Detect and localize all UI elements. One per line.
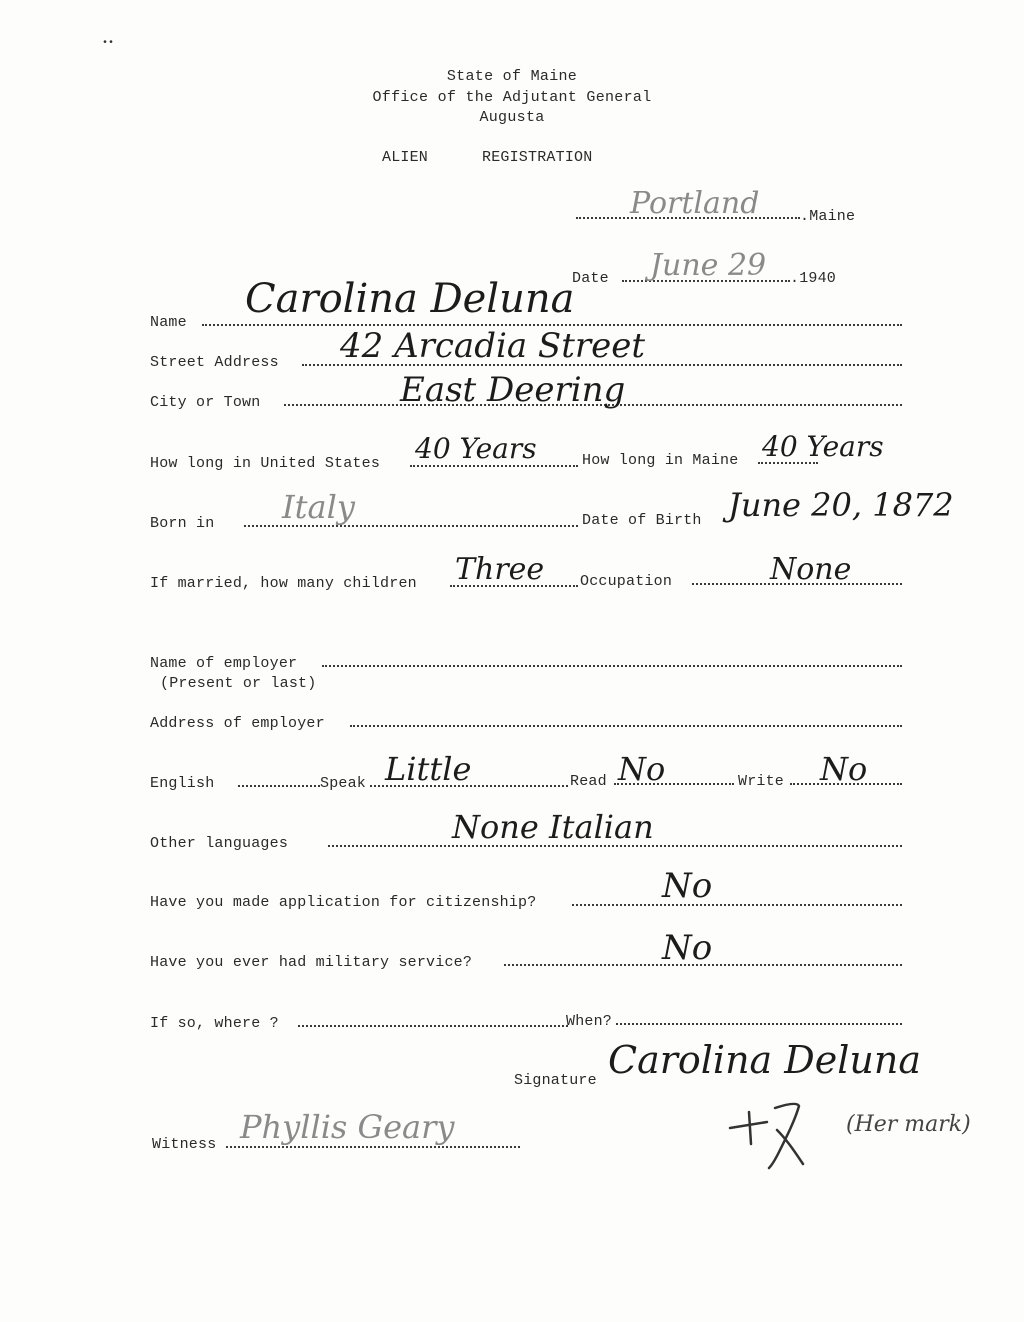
english-label: English — [150, 775, 215, 792]
citizenship-label: Have you made application for citizenship? — [150, 894, 537, 911]
military-label: Have you ever had military service? — [150, 954, 473, 971]
name-value: Carolina Deluna — [245, 276, 575, 322]
corner-mark: •• — [102, 38, 115, 49]
other-languages-label: Other languages — [150, 835, 289, 852]
english-dots — [238, 785, 320, 787]
form-title-registration: REGISTRATION — [482, 149, 593, 166]
signature-label: Signature — [514, 1072, 597, 1089]
dob-label: Date of Birth — [582, 512, 702, 529]
occupation-value: None — [770, 552, 852, 587]
header-city: Augusta — [479, 109, 545, 126]
header-state: State of Maine — [446, 68, 578, 85]
employer-address-dots — [350, 725, 902, 727]
how-long-maine-label: How long in Maine — [582, 452, 739, 469]
place-state-label: .Maine — [800, 208, 856, 225]
date-label: Date — [572, 270, 609, 287]
speak-value: Little — [385, 750, 472, 788]
when-dots — [616, 1023, 902, 1025]
other-languages-value: None Italian — [452, 808, 654, 846]
city-label: City or Town — [150, 394, 261, 411]
where-dots — [298, 1025, 568, 1027]
read-label: Read — [570, 773, 607, 790]
military-value: No — [662, 928, 713, 968]
city-value: East Deering — [400, 370, 626, 410]
place-value: Portland — [630, 186, 760, 221]
citizenship-dots — [572, 904, 902, 906]
write-label: Write — [738, 773, 785, 790]
speak-label: Speak — [320, 775, 367, 792]
street-value: 42 Arcadia Street — [340, 326, 646, 366]
when-label: When? — [566, 1013, 613, 1030]
citizenship-value: No — [662, 866, 713, 906]
children-value: Three — [455, 552, 545, 587]
how-long-maine-value: 40 Years — [762, 430, 884, 463]
name-label: Name — [150, 314, 187, 331]
date-value: June 29 — [650, 248, 767, 283]
occupation-label: Occupation — [580, 573, 673, 590]
employer-label: Name of employer — [150, 655, 298, 672]
employer-address-label: Address of employer — [150, 715, 325, 732]
header-office: Office of the Adjutant General — [372, 89, 652, 106]
where-label: If so, where ? — [150, 1015, 279, 1032]
write-value: No — [820, 750, 868, 788]
employer-sub-label: (Present or last) — [160, 675, 317, 692]
her-mark-note: (Her mark) — [846, 1112, 971, 1137]
signature-value: Carolina Deluna — [608, 1038, 921, 1082]
her-mark-cross — [725, 1100, 805, 1170]
employer-dots — [322, 665, 902, 667]
dob-value: June 20, 1872 — [728, 486, 954, 524]
born-in-value: Italy — [282, 488, 355, 526]
witness-value: Phyllis Geary — [240, 1108, 455, 1146]
witness-dots — [226, 1146, 520, 1148]
witness-label: Witness — [152, 1136, 217, 1153]
how-long-us-value: 40 Years — [415, 432, 537, 465]
date-year: .1940 — [790, 270, 837, 287]
how-long-us-dots — [410, 465, 578, 467]
read-value: No — [618, 750, 666, 788]
born-in-label: Born in — [150, 515, 215, 532]
form-title-alien: ALIEN — [382, 149, 429, 166]
street-label: Street Address — [150, 354, 279, 371]
children-label: If married, how many children — [150, 575, 417, 592]
how-long-us-label: How long in United States — [150, 455, 381, 472]
